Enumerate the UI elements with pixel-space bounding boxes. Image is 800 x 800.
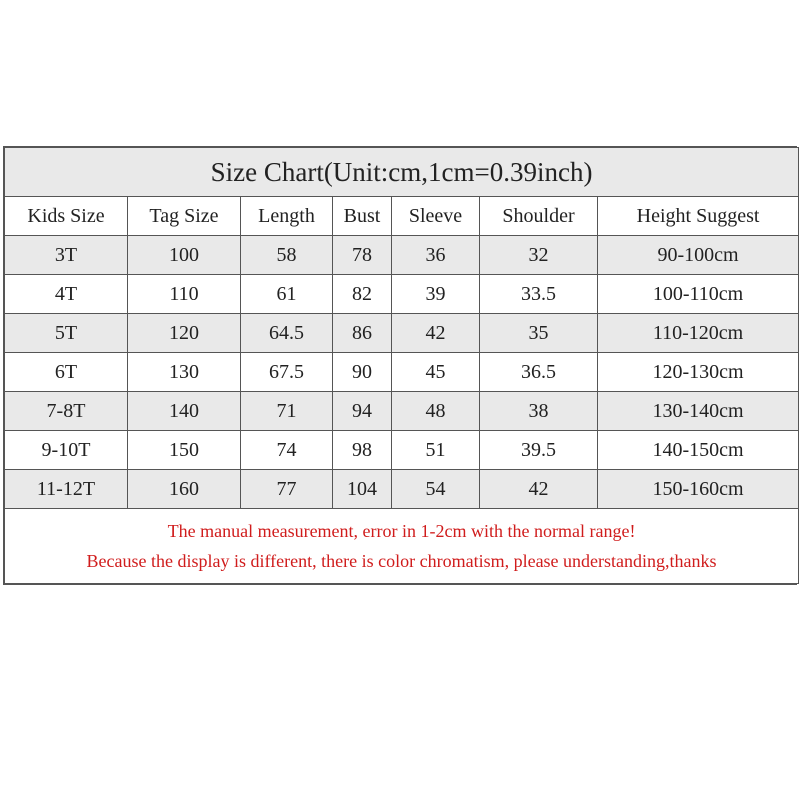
cell-length: 74 (241, 431, 333, 470)
cell-height-suggest: 90-100cm (598, 236, 799, 275)
note-color: Because the display is different, there is color chromatism, please understanding,thanks (86, 551, 717, 571)
cell-length: 58 (241, 236, 333, 275)
cell-tag-size: 140 (128, 392, 241, 431)
cell-shoulder: 35 (480, 314, 598, 353)
cell-shoulder: 38 (480, 392, 598, 431)
cell-height-suggest: 120-130cm (598, 353, 799, 392)
cell-kids-size: 4T (5, 275, 128, 314)
size-table (4, 147, 799, 584)
column-header-shoulder: Shoulder (480, 197, 598, 236)
cell-bust: 104 (333, 470, 392, 509)
cell-tag-size: 150 (128, 431, 241, 470)
cell-tag-size: 120 (128, 314, 241, 353)
cell-sleeve: 48 (392, 392, 480, 431)
cell-kids-size: 7-8T (5, 392, 128, 431)
cell-tag-size: 100 (128, 236, 241, 275)
cell-sleeve: 42 (392, 314, 480, 353)
cell-sleeve: 45 (392, 353, 480, 392)
size-chart (3, 146, 797, 585)
cell-length: 61 (241, 275, 333, 314)
cell-sleeve: 54 (392, 470, 480, 509)
table-row (5, 392, 799, 431)
cell-height-suggest: 150-160cm (598, 470, 799, 509)
cell-bust: 90 (333, 353, 392, 392)
cell-length: 64.5 (241, 314, 333, 353)
cell-bust: 86 (333, 314, 392, 353)
column-header-tag-size: Tag Size (128, 197, 241, 236)
table-row (5, 470, 799, 509)
table-row (5, 275, 799, 314)
cell-shoulder: 39.5 (480, 431, 598, 470)
cell-length: 67.5 (241, 353, 333, 392)
cell-shoulder: 36.5 (480, 353, 598, 392)
cell-height-suggest: 100-110cm (598, 275, 799, 314)
table-row (5, 431, 799, 470)
column-header-sleeve: Sleeve (392, 197, 480, 236)
column-header-bust: Bust (333, 197, 392, 236)
cell-height-suggest: 130-140cm (598, 392, 799, 431)
column-header-kids-size: Kids Size (5, 197, 128, 236)
cell-sleeve: 36 (392, 236, 480, 275)
cell-length: 77 (241, 470, 333, 509)
cell-height-suggest: 110-120cm (598, 314, 799, 353)
notes-cell (5, 509, 799, 584)
table-row (5, 314, 799, 353)
header-row (5, 197, 799, 236)
cell-bust: 78 (333, 236, 392, 275)
cell-length: 71 (241, 392, 333, 431)
cell-tag-size: 110 (128, 275, 241, 314)
cell-height-suggest: 140-150cm (598, 431, 799, 470)
chart-title: Size Chart(Unit:cm,1cm=0.39inch) (5, 148, 799, 197)
table-row (5, 353, 799, 392)
cell-kids-size: 5T (5, 314, 128, 353)
cell-shoulder: 42 (480, 470, 598, 509)
column-header-height-suggest: Height Suggest (598, 197, 799, 236)
cell-sleeve: 51 (392, 431, 480, 470)
column-header-length: Length (241, 197, 333, 236)
cell-shoulder: 33.5 (480, 275, 598, 314)
table-row (5, 236, 799, 275)
cell-kids-size: 9-10T (5, 431, 128, 470)
cell-kids-size: 6T (5, 353, 128, 392)
cell-tag-size: 160 (128, 470, 241, 509)
cell-sleeve: 39 (392, 275, 480, 314)
cell-kids-size: 11-12T (5, 470, 128, 509)
cell-shoulder: 32 (480, 236, 598, 275)
cell-kids-size: 3T (5, 236, 128, 275)
cell-bust: 94 (333, 392, 392, 431)
note-measurement: The manual measurement, error in 1-2cm with the normal range! (167, 521, 636, 541)
cell-bust: 98 (333, 431, 392, 470)
cell-bust: 82 (333, 275, 392, 314)
cell-tag-size: 130 (128, 353, 241, 392)
